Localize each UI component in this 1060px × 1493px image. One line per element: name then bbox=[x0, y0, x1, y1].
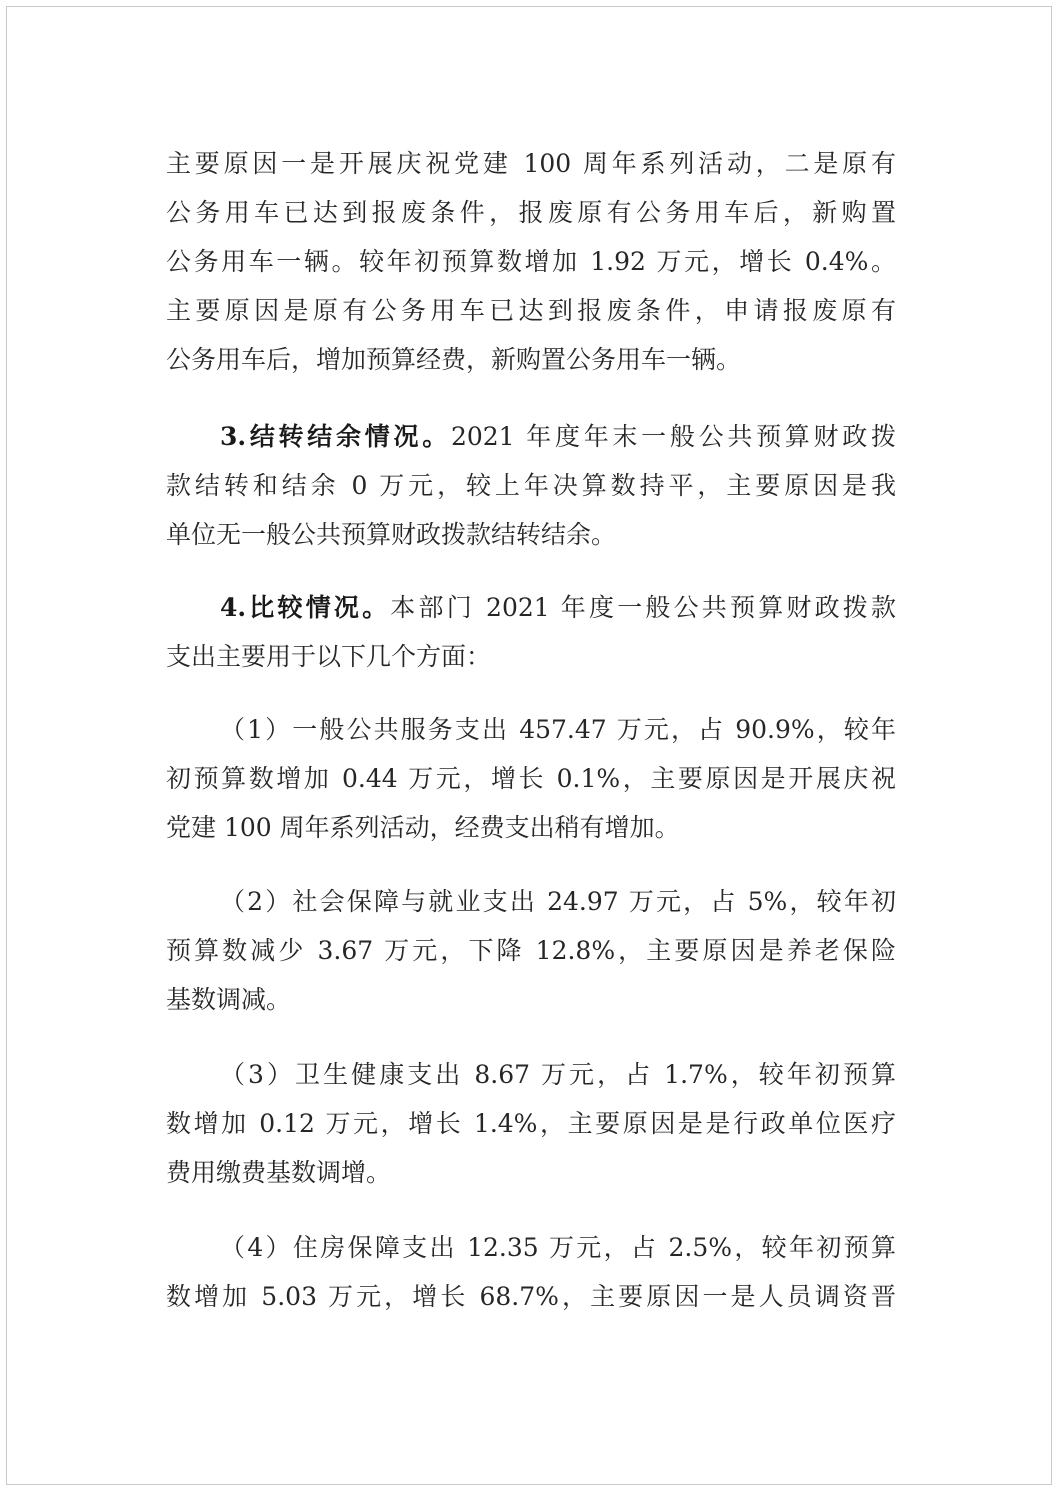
item-1-line-1: （1）一般公共服务支出 457.47 万元，占 90.9%，较年 bbox=[220, 715, 896, 744]
section-heading-carryover: 3.结转结余情况。 bbox=[220, 422, 451, 451]
item-3-line-3: 费用缴费基数调增。 bbox=[166, 1158, 392, 1187]
item-2-line-2: 预算数减少 3.67 万元，下降 12.8%，主要原因是养老保险 bbox=[166, 936, 896, 965]
item-1-line-2: 初预算数增加 0.44 万元，增长 0.1%，主要原因是开展庆祝 bbox=[166, 764, 896, 793]
item-2-line-3: 基数调减。 bbox=[166, 985, 292, 1014]
paragraph-1-line-2: 公务用车已达到报废条件，报废原有公务用车后，新购置 bbox=[166, 198, 896, 227]
paragraph-1-line-4: 主要原因是原有公务用车已达到报废条件，申请报废原有 bbox=[166, 296, 896, 325]
paragraph-3-line-1-text: 本部门 2021 年度一般公共预算财政拨款 bbox=[390, 593, 896, 622]
item-1-line-3: 党建 100 周年系列活动，经费支出稍有增加。 bbox=[166, 813, 680, 842]
item-3-line-1: （3）卫生健康支出 8.67 万元，占 1.7%，较年初预算 bbox=[220, 1060, 896, 1089]
paragraph-1-line-3: 公务用车一辆。较年初预算数增加 1.92 万元，增长 0.4%。 bbox=[166, 247, 896, 276]
paragraph-2-line-1 bbox=[220, 419, 896, 455]
item-3-line-2: 数增加 0.12 万元，增长 1.4%，主要原因是是行政单位医疗 bbox=[166, 1109, 896, 1138]
paragraph-3-line-2: 支出主要用于以下几个方面： bbox=[166, 642, 492, 671]
item-4-line-2: 数增加 5.03 万元，增长 68.7%，主要原因一是人员调资晋 bbox=[166, 1282, 896, 1311]
paragraph-1-line-5: 公务用车后，增加预算经费，新购置公务用车一辆。 bbox=[166, 345, 742, 374]
paragraph-3-line-1 bbox=[220, 590, 896, 626]
item-4-line-1: （4）住房保障支出 12.35 万元，占 2.5%，较年初预算 bbox=[220, 1233, 896, 1262]
paragraph-2-line-1-text: 2021 年度年末一般公共预算财政拨 bbox=[450, 422, 896, 451]
paragraph-2-line-3: 单位无一般公共预算财政拨款结转结余。 bbox=[166, 520, 617, 549]
paragraph-1-line-1: 主要原因一是开展庆祝党建 100 周年系列活动，二是原有 bbox=[166, 149, 896, 178]
section-heading-comparison: 4.比较情况。 bbox=[220, 593, 391, 622]
item-2-line-1: （2）社会保障与就业支出 24.97 万元，占 5%，较年初 bbox=[220, 887, 896, 916]
paragraph-2-line-2: 款结转和结余 0 万元，较上年决算数持平，主要原因是我 bbox=[166, 471, 896, 500]
